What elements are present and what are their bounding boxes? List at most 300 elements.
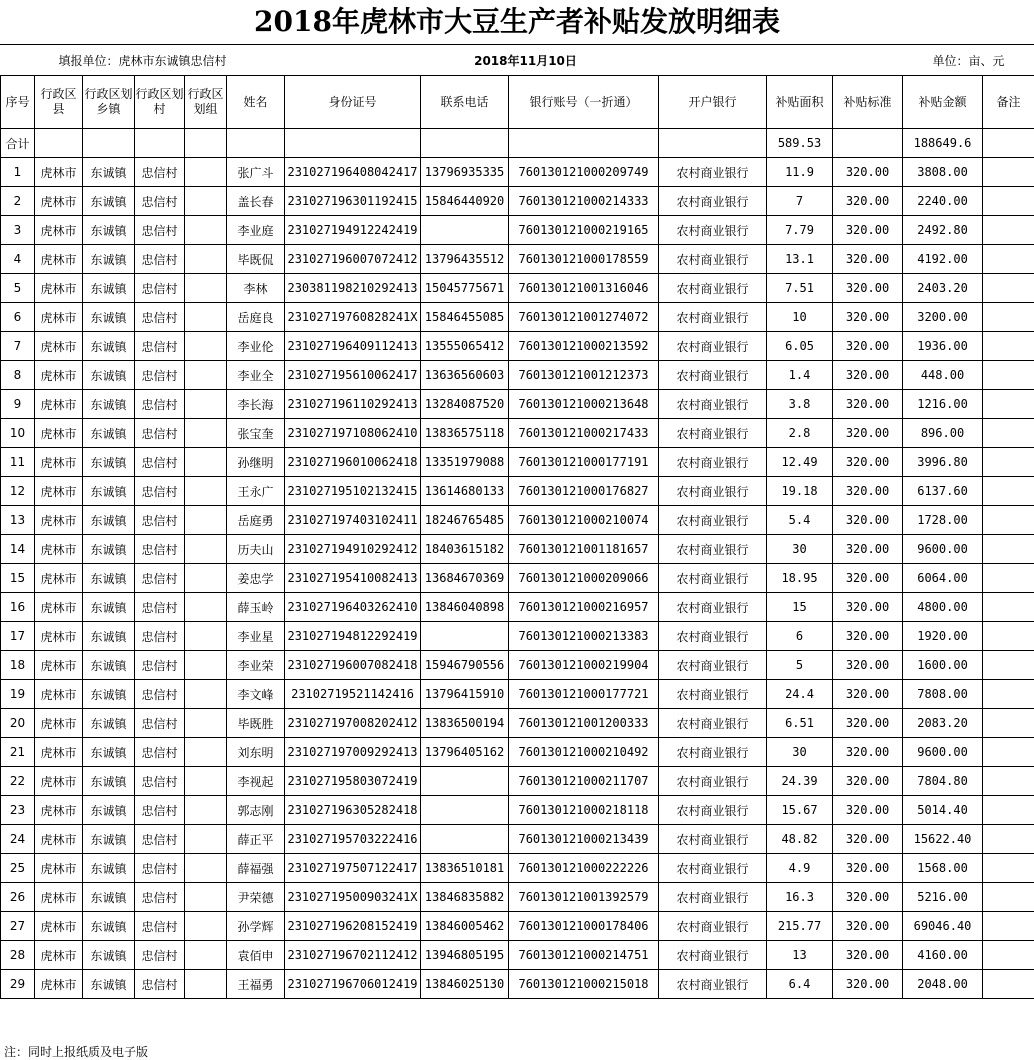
cell-village[interactable]: 忠信村 — [135, 477, 185, 506]
cell-village[interactable]: 忠信村 — [135, 680, 185, 709]
cell-no[interactable]: 12 — [1, 477, 35, 506]
cell-village[interactable]: 忠信村 — [135, 854, 185, 883]
cell-no[interactable]: 23 — [1, 796, 35, 825]
cell-amount[interactable]: 2240.00 — [903, 187, 983, 216]
header-amount[interactable]: 补贴金额 — [903, 76, 983, 129]
cell-no[interactable]: 14 — [1, 535, 35, 564]
cell-town[interactable]: 东诚镇 — [83, 709, 135, 738]
cell-bank[interactable]: 农村商业银行 — [659, 332, 767, 361]
cell-county[interactable]: 虎林市 — [35, 767, 83, 796]
cell-bank[interactable]: 农村商业银行 — [659, 477, 767, 506]
cell-group[interactable] — [185, 535, 227, 564]
cell-rate[interactable]: 320.00 — [833, 854, 903, 883]
cell-group[interactable] — [185, 274, 227, 303]
cell-id-number[interactable]: 231027194910292412 — [285, 535, 421, 564]
cell-amount[interactable]: 1216.00 — [903, 390, 983, 419]
cell-amount[interactable]: 1568.00 — [903, 854, 983, 883]
cell-bank[interactable]: 农村商业银行 — [659, 912, 767, 941]
cell-phone[interactable]: 13796405162 — [421, 738, 509, 767]
cell-amount[interactable]: 6137.60 — [903, 477, 983, 506]
cell-name[interactable]: 王永广 — [227, 477, 285, 506]
cell-name[interactable]: 薛玉岭 — [227, 593, 285, 622]
cell-note[interactable] — [983, 970, 1034, 999]
cell-area[interactable]: 4.9 — [767, 854, 833, 883]
cell-bank[interactable]: 农村商业银行 — [659, 187, 767, 216]
cell-bank[interactable]: 农村商业银行 — [659, 709, 767, 738]
cell-village[interactable]: 忠信村 — [135, 361, 185, 390]
cell-name[interactable]: 李业全 — [227, 361, 285, 390]
cell-phone[interactable]: 13836510181 — [421, 854, 509, 883]
cell-phone[interactable]: 13946805195 — [421, 941, 509, 970]
cell-town[interactable]: 东诚镇 — [83, 419, 135, 448]
cell-bank[interactable]: 农村商业银行 — [659, 564, 767, 593]
cell-town[interactable]: 东诚镇 — [83, 970, 135, 999]
cell-note[interactable] — [983, 419, 1034, 448]
cell-note[interactable] — [983, 535, 1034, 564]
cell-area[interactable]: 6.51 — [767, 709, 833, 738]
cell-town[interactable]: 东诚镇 — [83, 738, 135, 767]
cell-county[interactable]: 虎林市 — [35, 622, 83, 651]
cell-bank[interactable]: 农村商业银行 — [659, 158, 767, 187]
cell-name[interactable]: 尹荣德 — [227, 883, 285, 912]
cell-rate[interactable]: 320.00 — [833, 825, 903, 854]
cell-name[interactable]: 盖长春 — [227, 187, 285, 216]
header-rate[interactable]: 补贴标准 — [833, 76, 903, 129]
report-date[interactable]: 2018年11月10日 — [285, 45, 767, 76]
cell-village[interactable]: 忠信村 — [135, 216, 185, 245]
cell-rate[interactable]: 320.00 — [833, 593, 903, 622]
cell-rate[interactable]: 320.00 — [833, 738, 903, 767]
cell-town[interactable]: 东诚镇 — [83, 477, 135, 506]
header-town[interactable]: 行政区划乡镇 — [83, 76, 135, 129]
cell-amount[interactable]: 9600.00 — [903, 535, 983, 564]
cell-amount[interactable]: 2403.20 — [903, 274, 983, 303]
cell-bank[interactable]: 农村商业银行 — [659, 854, 767, 883]
meta-blank-cell[interactable] — [767, 45, 903, 76]
cell-no[interactable]: 8 — [1, 361, 35, 390]
cell-name[interactable]: 袁佰申 — [227, 941, 285, 970]
cell-area[interactable]: 6.05 — [767, 332, 833, 361]
cell-group[interactable] — [185, 448, 227, 477]
cell-bank[interactable]: 农村商业银行 — [659, 506, 767, 535]
cell-note[interactable] — [983, 477, 1034, 506]
cell-area[interactable]: 6 — [767, 622, 833, 651]
cell-id-number[interactable]: 231027195610062417 — [285, 361, 421, 390]
cell-bank[interactable]: 农村商业银行 — [659, 361, 767, 390]
cell-no[interactable]: 15 — [1, 564, 35, 593]
cell-town[interactable]: 东诚镇 — [83, 274, 135, 303]
cell-bank[interactable]: 农村商业银行 — [659, 651, 767, 680]
cell-id-number[interactable]: 231027197507122417 — [285, 854, 421, 883]
cell-name[interactable]: 孙继明 — [227, 448, 285, 477]
cell-rate[interactable]: 320.00 — [833, 680, 903, 709]
cell-bank[interactable]: 农村商业银行 — [659, 970, 767, 999]
cell-bank-account[interactable]: 760130121001274072 — [509, 303, 659, 332]
header-bank-account[interactable]: 银行账号（一折通） — [509, 76, 659, 129]
cell-village[interactable]: 忠信村 — [135, 622, 185, 651]
cell-name[interactable]: 岳庭良 — [227, 303, 285, 332]
cell-name[interactable]: 王福勇 — [227, 970, 285, 999]
header-bank[interactable]: 开户银行 — [659, 76, 767, 129]
cell-area[interactable]: 5.4 — [767, 506, 833, 535]
cell-id-number[interactable]: 231027196702112412 — [285, 941, 421, 970]
cell-phone[interactable]: 18246765485 — [421, 506, 509, 535]
cell-note[interactable] — [983, 796, 1034, 825]
cell-town[interactable]: 东诚镇 — [83, 245, 135, 274]
cell-group[interactable] — [185, 970, 227, 999]
cell-bank-account[interactable]: 760130121000214751 — [509, 941, 659, 970]
cell-note[interactable] — [983, 622, 1034, 651]
cell-village[interactable]: 忠信村 — [135, 332, 185, 361]
cell-amount[interactable]: 896.00 — [903, 419, 983, 448]
cell-area[interactable]: 15.67 — [767, 796, 833, 825]
cell-village[interactable]: 忠信村 — [135, 738, 185, 767]
cell-area[interactable]: 7.79 — [767, 216, 833, 245]
cell-town[interactable]: 东诚镇 — [83, 187, 135, 216]
cell-group[interactable] — [185, 187, 227, 216]
cell-rate[interactable]: 320.00 — [833, 274, 903, 303]
cell-county[interactable]: 虎林市 — [35, 796, 83, 825]
cell-group[interactable] — [185, 361, 227, 390]
cell-area[interactable]: 12.49 — [767, 448, 833, 477]
cell-rate[interactable]: 320.00 — [833, 564, 903, 593]
cell-bank-account[interactable]: 760130121000210074 — [509, 506, 659, 535]
cell-bank-account[interactable]: 760130121000219904 — [509, 651, 659, 680]
cell-phone[interactable]: 15045775671 — [421, 274, 509, 303]
cell-note[interactable] — [983, 941, 1034, 970]
cell-note[interactable] — [983, 883, 1034, 912]
cell-no[interactable]: 25 — [1, 854, 35, 883]
cell-bank-account[interactable]: 760130121000216957 — [509, 593, 659, 622]
cell-phone[interactable]: 13614680133 — [421, 477, 509, 506]
cell-name[interactable]: 薛福强 — [227, 854, 285, 883]
cell-id-number[interactable]: 231027196409112413 — [285, 332, 421, 361]
cell-county[interactable]: 虎林市 — [35, 448, 83, 477]
cell-bank[interactable]: 农村商业银行 — [659, 738, 767, 767]
cell-no[interactable]: 5 — [1, 274, 35, 303]
cell-id-number[interactable]: 231027197009292413 — [285, 738, 421, 767]
cell-area[interactable]: 48.82 — [767, 825, 833, 854]
cell-amount[interactable]: 3808.00 — [903, 158, 983, 187]
cell-id-number[interactable]: 231027194812292419 — [285, 622, 421, 651]
header-no[interactable]: 序号 — [1, 76, 35, 129]
cell-area[interactable]: 13.1 — [767, 245, 833, 274]
cell-note[interactable] — [983, 680, 1034, 709]
cell-area[interactable]: 19.18 — [767, 477, 833, 506]
cell-phone[interactable]: 13684670369 — [421, 564, 509, 593]
cell-town[interactable]: 东诚镇 — [83, 651, 135, 680]
cell-amount[interactable]: 1728.00 — [903, 506, 983, 535]
cell-rate[interactable]: 320.00 — [833, 477, 903, 506]
cell-rate[interactable]: 320.00 — [833, 332, 903, 361]
cell-no[interactable]: 9 — [1, 390, 35, 419]
cell-group[interactable] — [185, 825, 227, 854]
cell-bank-account[interactable]: 760130121000209066 — [509, 564, 659, 593]
cell-id-number[interactable]: 231027196208152419 — [285, 912, 421, 941]
header-group[interactable]: 行政区划组 — [185, 76, 227, 129]
cell-village[interactable]: 忠信村 — [135, 651, 185, 680]
cell-bank[interactable]: 农村商业银行 — [659, 767, 767, 796]
cell-id-number[interactable]: 230381198210292413 — [285, 274, 421, 303]
cell-rate[interactable]: 320.00 — [833, 361, 903, 390]
cell-town[interactable]: 东诚镇 — [83, 332, 135, 361]
cell-phone[interactable] — [421, 216, 509, 245]
cell-town[interactable]: 东诚镇 — [83, 303, 135, 332]
cell-rate[interactable]: 320.00 — [833, 970, 903, 999]
total-cell[interactable] — [135, 129, 185, 158]
cell-amount[interactable]: 3200.00 — [903, 303, 983, 332]
cell-village[interactable]: 忠信村 — [135, 912, 185, 941]
cell-phone[interactable]: 13351979088 — [421, 448, 509, 477]
header-county[interactable]: 行政区县 — [35, 76, 83, 129]
cell-area[interactable]: 3.8 — [767, 390, 833, 419]
cell-village[interactable]: 忠信村 — [135, 303, 185, 332]
cell-group[interactable] — [185, 506, 227, 535]
cell-id-number[interactable]: 231027194912242419 — [285, 216, 421, 245]
cell-village[interactable]: 忠信村 — [135, 535, 185, 564]
cell-amount[interactable]: 7808.00 — [903, 680, 983, 709]
cell-bank[interactable]: 农村商业银行 — [659, 796, 767, 825]
cell-group[interactable] — [185, 332, 227, 361]
cell-town[interactable]: 东诚镇 — [83, 593, 135, 622]
cell-county[interactable]: 虎林市 — [35, 970, 83, 999]
cell-county[interactable]: 虎林市 — [35, 390, 83, 419]
cell-name[interactable]: 岳庭勇 — [227, 506, 285, 535]
cell-name[interactable]: 李视起 — [227, 767, 285, 796]
cell-amount[interactable]: 2083.20 — [903, 709, 983, 738]
cell-bank[interactable]: 农村商业银行 — [659, 303, 767, 332]
measure-unit[interactable]: 单位：亩、元 — [903, 45, 1034, 76]
cell-bank-account[interactable]: 760130121001181657 — [509, 535, 659, 564]
cell-name[interactable]: 薛正平 — [227, 825, 285, 854]
cell-rate[interactable]: 320.00 — [833, 390, 903, 419]
cell-note[interactable] — [983, 651, 1034, 680]
cell-bank-account[interactable]: 760130121000219165 — [509, 216, 659, 245]
cell-id-number[interactable]: 231027196706012419 — [285, 970, 421, 999]
cell-village[interactable]: 忠信村 — [135, 796, 185, 825]
cell-village[interactable]: 忠信村 — [135, 158, 185, 187]
cell-group[interactable] — [185, 303, 227, 332]
cell-group[interactable] — [185, 564, 227, 593]
cell-bank[interactable]: 农村商业银行 — [659, 593, 767, 622]
cell-id-number[interactable]: 231027197008202412 — [285, 709, 421, 738]
cell-town[interactable]: 东诚镇 — [83, 622, 135, 651]
cell-area[interactable]: 24.39 — [767, 767, 833, 796]
cell-bank-account[interactable]: 760130121000215018 — [509, 970, 659, 999]
cell-amount[interactable]: 4192.00 — [903, 245, 983, 274]
cell-town[interactable]: 东诚镇 — [83, 390, 135, 419]
cell-no[interactable]: 10 — [1, 419, 35, 448]
cell-town[interactable]: 东诚镇 — [83, 912, 135, 941]
cell-no[interactable]: 6 — [1, 303, 35, 332]
cell-rate[interactable]: 320.00 — [833, 158, 903, 187]
cell-bank[interactable]: 农村商业银行 — [659, 448, 767, 477]
cell-id-number[interactable]: 231027195410082413 — [285, 564, 421, 593]
cell-name[interactable]: 李林 — [227, 274, 285, 303]
cell-bank-account[interactable]: 760130121000211707 — [509, 767, 659, 796]
cell-group[interactable] — [185, 912, 227, 941]
cell-no[interactable]: 1 — [1, 158, 35, 187]
cell-phone[interactable]: 13555065412 — [421, 332, 509, 361]
cell-county[interactable]: 虎林市 — [35, 709, 83, 738]
cell-phone[interactable]: 13796935335 — [421, 158, 509, 187]
cell-name[interactable]: 孙学辉 — [227, 912, 285, 941]
cell-id-number[interactable]: 231027196408042417 — [285, 158, 421, 187]
cell-id-number[interactable]: 23102719760828241X — [285, 303, 421, 332]
cell-town[interactable]: 东诚镇 — [83, 448, 135, 477]
cell-amount[interactable]: 1920.00 — [903, 622, 983, 651]
cell-phone[interactable]: 13836575118 — [421, 419, 509, 448]
cell-id-number[interactable]: 231027196305282418 — [285, 796, 421, 825]
cell-bank[interactable]: 农村商业银行 — [659, 825, 767, 854]
cell-no[interactable]: 7 — [1, 332, 35, 361]
cell-no[interactable]: 27 — [1, 912, 35, 941]
cell-village[interactable]: 忠信村 — [135, 883, 185, 912]
cell-no[interactable]: 22 — [1, 767, 35, 796]
cell-county[interactable]: 虎林市 — [35, 303, 83, 332]
total-cell[interactable] — [421, 129, 509, 158]
cell-area[interactable]: 1.4 — [767, 361, 833, 390]
cell-id-number[interactable]: 23102719500903241X — [285, 883, 421, 912]
cell-group[interactable] — [185, 593, 227, 622]
cell-bank[interactable]: 农村商业银行 — [659, 622, 767, 651]
header-note[interactable]: 备注 — [983, 76, 1034, 129]
cell-group[interactable] — [185, 680, 227, 709]
cell-note[interactable] — [983, 158, 1034, 187]
header-id-number[interactable]: 身份证号 — [285, 76, 421, 129]
cell-note[interactable] — [983, 564, 1034, 593]
cell-no[interactable]: 2 — [1, 187, 35, 216]
cell-village[interactable]: 忠信村 — [135, 564, 185, 593]
cell-bank-account[interactable]: 760130121001392579 — [509, 883, 659, 912]
cell-note[interactable] — [983, 332, 1034, 361]
cell-group[interactable] — [185, 883, 227, 912]
cell-bank-account[interactable]: 760130121001212373 — [509, 361, 659, 390]
cell-county[interactable]: 虎林市 — [35, 245, 83, 274]
cell-phone[interactable]: 15946790556 — [421, 651, 509, 680]
cell-village[interactable]: 忠信村 — [135, 506, 185, 535]
header-phone[interactable]: 联系电话 — [421, 76, 509, 129]
cell-county[interactable]: 虎林市 — [35, 506, 83, 535]
cell-no[interactable]: 11 — [1, 448, 35, 477]
cell-phone[interactable] — [421, 622, 509, 651]
cell-village[interactable]: 忠信村 — [135, 390, 185, 419]
cell-area[interactable]: 10 — [767, 303, 833, 332]
cell-county[interactable]: 虎林市 — [35, 738, 83, 767]
cell-rate[interactable]: 320.00 — [833, 767, 903, 796]
cell-group[interactable] — [185, 245, 227, 274]
total-area[interactable]: 589.53 — [767, 129, 833, 158]
cell-amount[interactable]: 5216.00 — [903, 883, 983, 912]
cell-note[interactable] — [983, 738, 1034, 767]
cell-no[interactable]: 24 — [1, 825, 35, 854]
cell-town[interactable]: 东诚镇 — [83, 767, 135, 796]
cell-county[interactable]: 虎林市 — [35, 912, 83, 941]
cell-amount[interactable]: 15622.40 — [903, 825, 983, 854]
cell-group[interactable] — [185, 216, 227, 245]
cell-village[interactable]: 忠信村 — [135, 245, 185, 274]
cell-note[interactable] — [983, 448, 1034, 477]
cell-town[interactable]: 东诚镇 — [83, 825, 135, 854]
cell-village[interactable]: 忠信村 — [135, 274, 185, 303]
cell-no[interactable]: 16 — [1, 593, 35, 622]
cell-group[interactable] — [185, 767, 227, 796]
cell-name[interactable]: 姜忠学 — [227, 564, 285, 593]
cell-county[interactable]: 虎林市 — [35, 361, 83, 390]
cell-village[interactable]: 忠信村 — [135, 419, 185, 448]
cell-phone[interactable]: 15846455085 — [421, 303, 509, 332]
cell-area[interactable]: 18.95 — [767, 564, 833, 593]
cell-group[interactable] — [185, 622, 227, 651]
cell-phone[interactable]: 13846040898 — [421, 593, 509, 622]
cell-town[interactable]: 东诚镇 — [83, 564, 135, 593]
cell-rate[interactable]: 320.00 — [833, 651, 903, 680]
cell-town[interactable]: 东诚镇 — [83, 216, 135, 245]
cell-phone[interactable]: 13796415910 — [421, 680, 509, 709]
cell-village[interactable]: 忠信村 — [135, 593, 185, 622]
cell-town[interactable]: 东诚镇 — [83, 854, 135, 883]
cell-note[interactable] — [983, 912, 1034, 941]
cell-name[interactable]: 刘东明 — [227, 738, 285, 767]
cell-area[interactable]: 5 — [767, 651, 833, 680]
cell-village[interactable]: 忠信村 — [135, 970, 185, 999]
cell-no[interactable]: 29 — [1, 970, 35, 999]
cell-town[interactable]: 东诚镇 — [83, 680, 135, 709]
cell-name[interactable]: 张宝奎 — [227, 419, 285, 448]
cell-town[interactable]: 东诚镇 — [83, 506, 135, 535]
cell-county[interactable]: 虎林市 — [35, 274, 83, 303]
cell-bank-account[interactable]: 760130121000209749 — [509, 158, 659, 187]
cell-no[interactable]: 26 — [1, 883, 35, 912]
cell-id-number[interactable]: 231027196007082418 — [285, 651, 421, 680]
cell-phone[interactable] — [421, 767, 509, 796]
cell-phone[interactable]: 13846835882 — [421, 883, 509, 912]
cell-rate[interactable]: 320.00 — [833, 941, 903, 970]
cell-area[interactable]: 215.77 — [767, 912, 833, 941]
cell-village[interactable]: 忠信村 — [135, 709, 185, 738]
cell-bank-account[interactable]: 760130121000213439 — [509, 825, 659, 854]
cell-area[interactable]: 24.4 — [767, 680, 833, 709]
cell-county[interactable]: 虎林市 — [35, 158, 83, 187]
cell-village[interactable]: 忠信村 — [135, 767, 185, 796]
cell-group[interactable] — [185, 419, 227, 448]
cell-id-number[interactable]: 231027197403102411 — [285, 506, 421, 535]
cell-town[interactable]: 东诚镇 — [83, 535, 135, 564]
header-village[interactable]: 行政区划村 — [135, 76, 185, 129]
total-cell[interactable] — [83, 129, 135, 158]
cell-bank-account[interactable]: 760130121000178559 — [509, 245, 659, 274]
cell-id-number[interactable]: 231027196010062418 — [285, 448, 421, 477]
cell-town[interactable]: 东诚镇 — [83, 158, 135, 187]
cell-no[interactable]: 20 — [1, 709, 35, 738]
cell-area[interactable]: 11.9 — [767, 158, 833, 187]
cell-no[interactable]: 21 — [1, 738, 35, 767]
cell-bank-account[interactable]: 760130121001316046 — [509, 274, 659, 303]
cell-note[interactable] — [983, 361, 1034, 390]
cell-area[interactable]: 6.4 — [767, 970, 833, 999]
cell-id-number[interactable]: 231027196110292413 — [285, 390, 421, 419]
cell-county[interactable]: 虎林市 — [35, 187, 83, 216]
total-cell[interactable] — [185, 129, 227, 158]
cell-county[interactable]: 虎林市 — [35, 593, 83, 622]
cell-phone[interactable]: 15846440920 — [421, 187, 509, 216]
cell-group[interactable] — [185, 651, 227, 680]
cell-id-number[interactable]: 231027196007072412 — [285, 245, 421, 274]
cell-name[interactable]: 李长海 — [227, 390, 285, 419]
cell-phone[interactable]: 18403615182 — [421, 535, 509, 564]
cell-bank[interactable]: 农村商业银行 — [659, 390, 767, 419]
cell-rate[interactable]: 320.00 — [833, 796, 903, 825]
